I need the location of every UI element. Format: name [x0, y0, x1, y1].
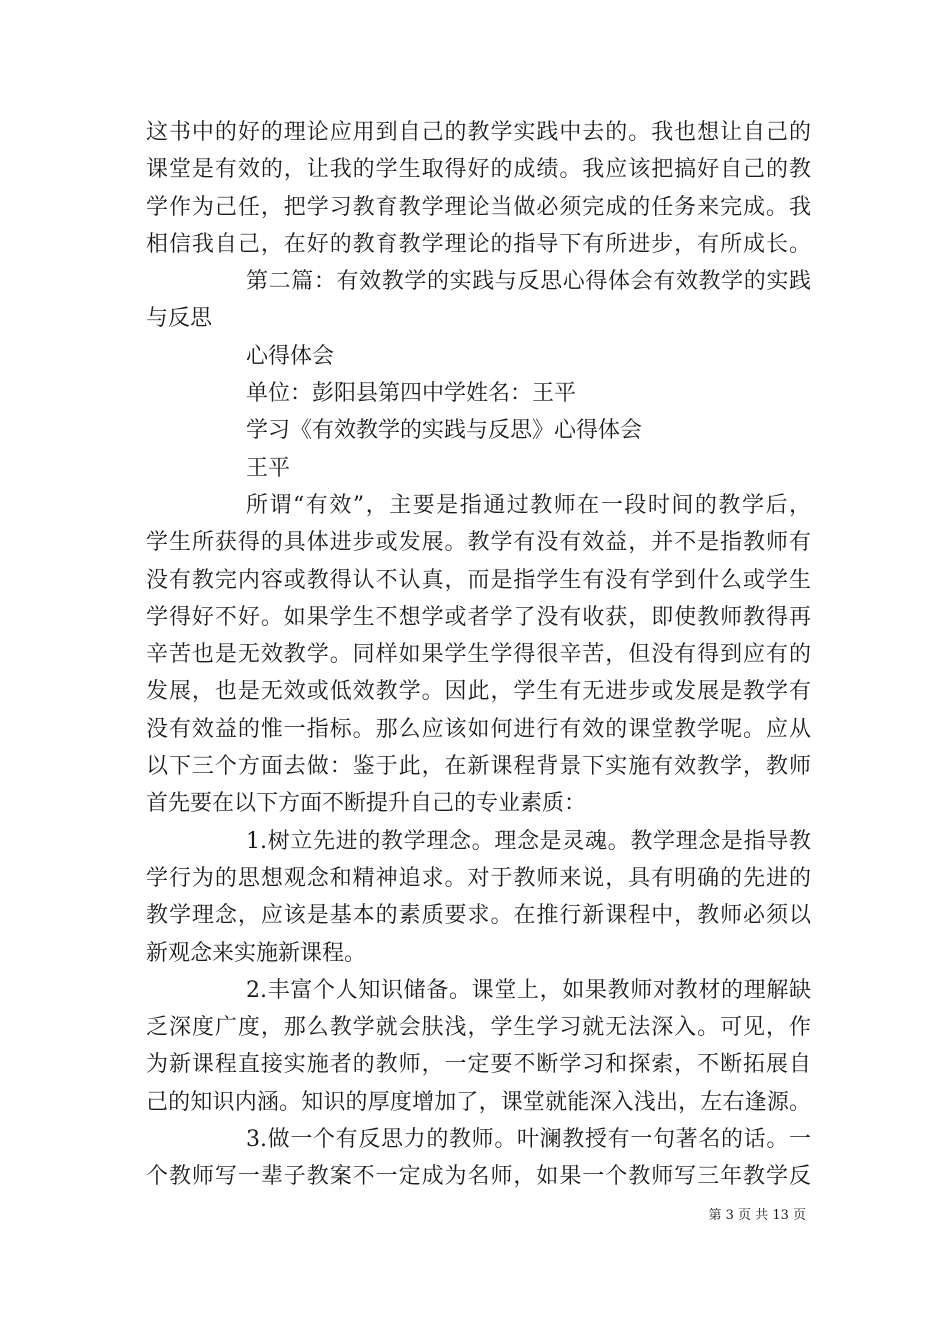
text-line: 个教师写一辈子教案不一定成为名师，如果一个教师写三年教学反 [146, 1164, 811, 1190]
text-line: 己的知识内涵。知识的厚度增加了，课堂就能深入浅出，左右逢源。 [146, 1089, 811, 1115]
text-line: 为新课程直接实施者的教师，一定要不断学习和探索，不断拓展自 [146, 1052, 811, 1078]
text-line: 学行为的思想观念和精神追求。对于教师来说，具有明确的先进的 [146, 865, 811, 891]
text-line: 教学理念，应该是基本的素质要求。在推行新课程中，教师必须以 [146, 903, 811, 929]
text-line: 学得好不好。如果学生不想学或者学了没有收获，即使教师教得再 [146, 604, 811, 630]
text-line: 2.丰富个人知识储备。课堂上，如果教师对教材的理解缺 [246, 977, 811, 1003]
text-line: 王平 [246, 455, 291, 481]
text-line: 首先要在以下方面不断提升自己的专业素质： [146, 791, 587, 817]
text-line: 辛苦也是无效教学。同样如果学生学得很辛苦，但没有得到应有的 [146, 642, 811, 668]
text-line: 学习《有效教学的实践与反思》心得体会 [246, 418, 643, 444]
text-line: 没有教完内容或教得认不认真，而是指学生有没有学到什么或学生 [146, 567, 811, 593]
text-line: 课堂是有效的，让我的学生取得好的成绩。我应该把搞好自己的教 [146, 157, 811, 183]
text-line: 发展，也是无效或低效教学。因此，学生有无进步或发展是教学有 [146, 679, 811, 705]
document-body [146, 114, 811, 1196]
text-line: 心得体会 [246, 343, 335, 369]
text-line: 这书中的好的理论应用到自己的教学实践中去的。我也想让自己的 [146, 120, 811, 145]
text-line: 1.树立先进的教学理念。理念是灵魂。教学理念是指导教 [246, 828, 811, 854]
text-line: 学作为己任，把学习教育教学理论当做必须完成的任务来完成。我 [146, 194, 811, 220]
text-line: 与反思 [146, 306, 213, 332]
page-number-footer: 第 3 页 共 13 页 [708, 1208, 806, 1223]
text-line: 3.做一个有反思力的教师。叶澜教授有一句著名的话。一 [246, 1127, 811, 1153]
text-line: 单位：彭阳县第四中学姓名：王平 [246, 381, 577, 407]
text-line: 所谓“有效”，主要是指通过教师在一段时间的教学后， [246, 492, 811, 518]
text-line: 第二篇：有效教学的实践与反思心得体会有效教学的实践 [246, 269, 811, 295]
text-line: 新观念来实施新课程。 [146, 940, 367, 966]
text-line: 以下三个方面去做：鉴于此，在新课程背景下实施有效教学，教师 [146, 754, 811, 780]
text-line: 学生所获得的具体进步或发展。教学有没有效益，并不是指教师有 [146, 530, 811, 556]
text-line: 乏深度广度，那么教学就会肤浅，学生学习就无法深入。可见，作 [146, 1015, 811, 1041]
text-line: 相信我自己，在好的教育教学理论的指导下有所进步，有所成长。 [146, 231, 811, 257]
text-line: 没有效益的惟一指标。那么应该如何进行有效的课堂教学呢。应从 [146, 716, 811, 742]
